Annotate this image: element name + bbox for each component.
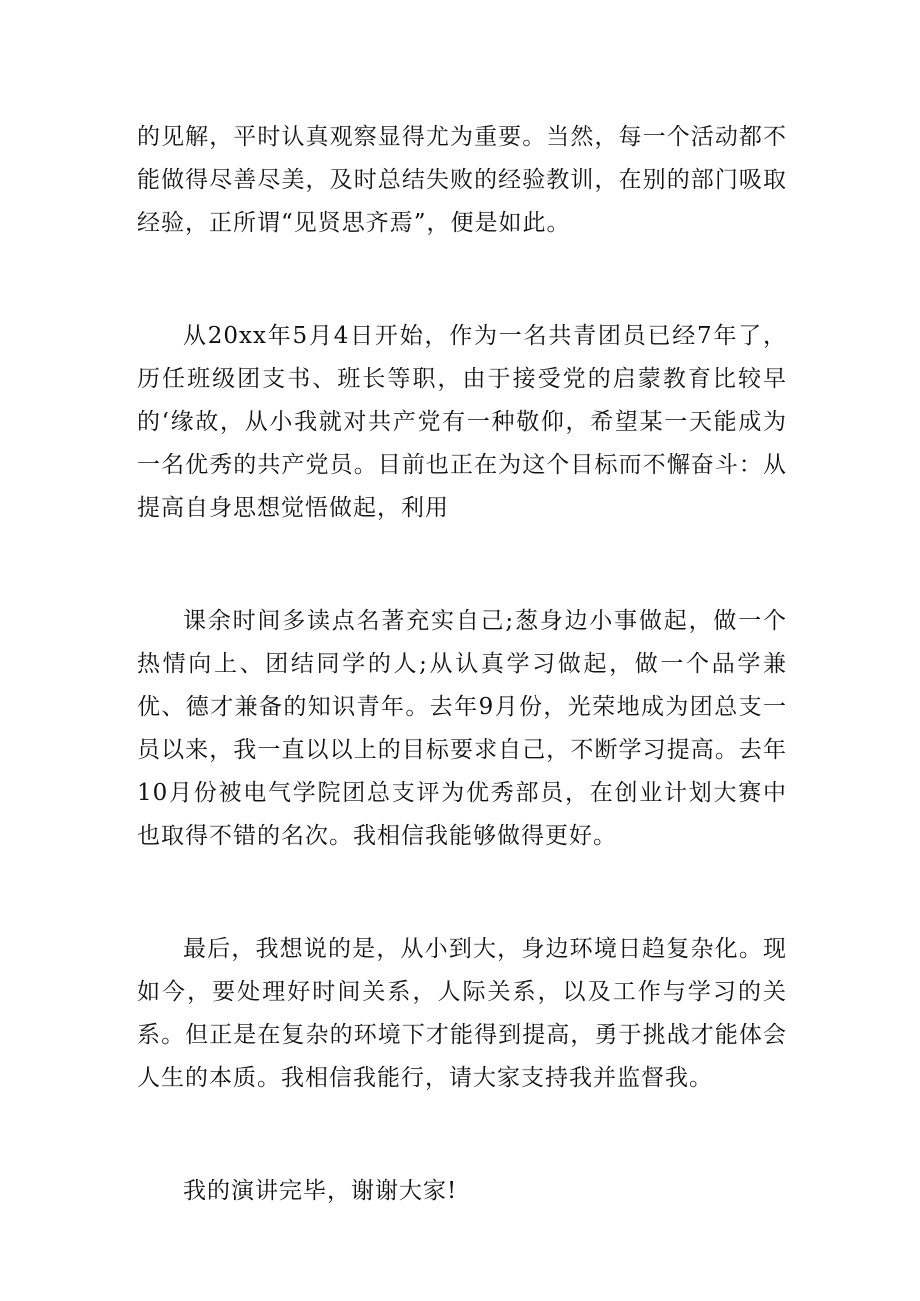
paragraph-4: 最后，我想说的是，从小到大，身边环境日趋复杂化。现如今，要处理好时间关系，人际关系，以及工作与学习的关系。但正是在复杂的环境下才能得到提高，勇于挑战才能体会人生的本质。我相信我能行，请大家支持我并监督我。: [137, 936, 787, 1091]
paragraph-3: 课余时间多读点名著充实自己;葱身边小事做起，做一个热情向上、团结同学的人;从认真学习做起，做一个品学兼优、德才兼备的知识青年。去年9月份，光荣地成为团总支一员以来，我一直以以上的目标要求自己，不断学习提高。去年10月份被电气学院团总支评为优秀部员，在创业计划大赛中也取得不错的名次。我相信我能够做得更好。: [137, 608, 787, 849]
paragraph-1: 的见解，平时认真观察显得尤为重要。当然，每一个活动都不能做得尽善尽美，及时总结失败的经验教训，在别的部门吸取经验，正所谓“见贤思齐焉”，便是如此。: [137, 124, 787, 236]
document-body: [137, 116, 787, 1213]
paragraph-5: 我的演讲完毕，谢谢大家!: [183, 1178, 458, 1204]
paragraph-2: 从20xx年5月4日开始，作为一名共青团员已经7年了，历任班级团支书、班长等职，由于接受党的启蒙教育比较早的‘缘故，从小我就对共产党有一种敬仰，希望某一天能成为一名优秀的共产党员。目前也正在为这个目标而不懈奋斗：从提高自身思想觉悟做起，利用: [137, 323, 787, 521]
